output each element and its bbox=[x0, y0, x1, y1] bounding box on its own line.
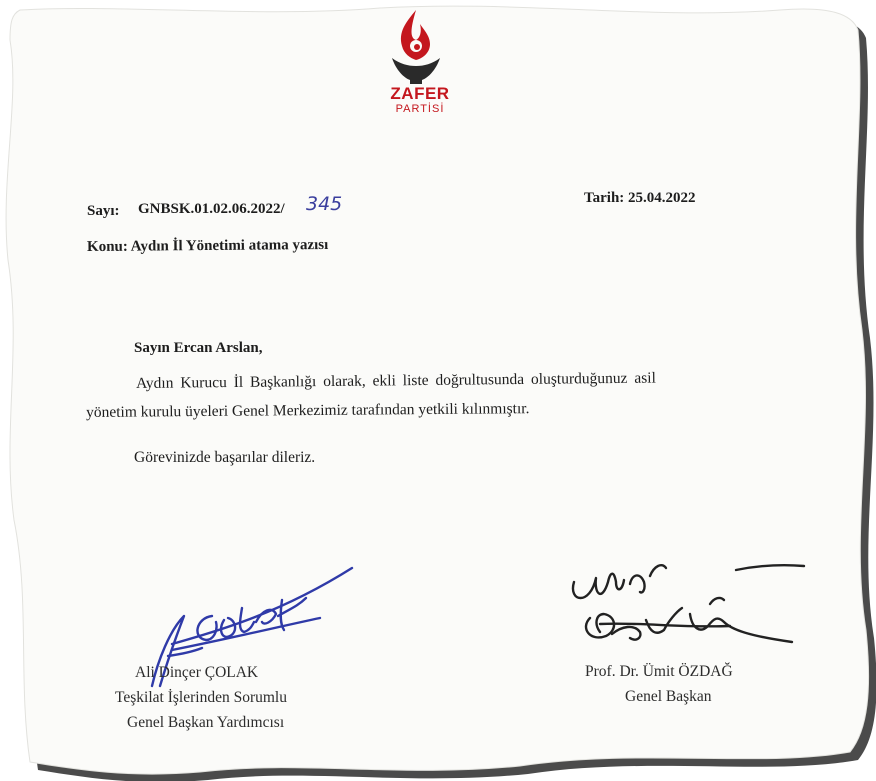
logo-subtitle: PARTİSİ bbox=[395, 103, 445, 115]
closing-line: Görevinizde başarılar dileriz. bbox=[134, 449, 316, 466]
sayi-handwritten-number: 345 bbox=[306, 193, 343, 215]
konu: Konu: Aydın İl Yönetimi atama yazısı bbox=[86, 236, 329, 256]
logo-name: ZAFER bbox=[390, 84, 450, 103]
paragraph-line-2: yönetim kurulu üyeleri Genel Merkezimiz tarafından yetkili kılınmıştır. bbox=[86, 400, 530, 421]
tarih: Tarih: 25.04.2022 bbox=[584, 190, 696, 206]
right-signer-name: Prof. Dr. Ümit ÖZDAĞ bbox=[585, 663, 733, 680]
sayi-label: Sayı: bbox=[87, 203, 120, 219]
left-signer-name: Ali Dinçer ÇOLAK bbox=[135, 664, 259, 681]
right-signer-title: Genel Başkan bbox=[625, 688, 712, 705]
left-signer-title-2: Genel Başkan Yardımcısı bbox=[127, 714, 285, 731]
left-signer-title-1: Teşkilat İşlerinden Sorumlu bbox=[115, 689, 287, 706]
sayi-value: GNBSK.01.02.06.2022/ bbox=[138, 201, 285, 217]
salutation: Sayın Ercan Arslan, bbox=[134, 340, 263, 356]
paragraph-line-1: Aydın Kurucu İl Başkanlığı olarak, ekli liste doğrultusunda oluşturduğunuz asil bbox=[136, 369, 656, 392]
signature-right bbox=[560, 542, 820, 662]
